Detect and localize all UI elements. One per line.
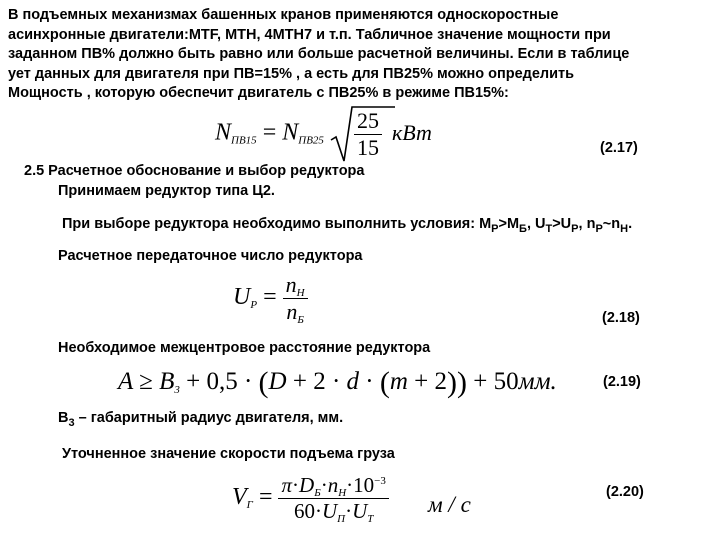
conditions-part-6: ~n	[602, 216, 621, 232]
conditions-sub-6: Н	[620, 223, 629, 235]
eq220-exponent: −3	[374, 475, 386, 487]
conditions-part-4: >U	[552, 216, 572, 232]
eq220-lhs-sub: Г	[246, 499, 253, 512]
eq217-sqrt-den: 15	[354, 134, 382, 161]
conditions-lead: При выборе редуктора необходимо выполнить условия: М	[62, 216, 492, 232]
eq218-den-n: n	[286, 299, 298, 324]
eq219-b: B	[159, 368, 175, 395]
eq217-lhs: N	[215, 119, 232, 146]
eq220-lhs: V	[232, 484, 247, 511]
equation-2-18	[233, 272, 308, 325]
eq220-n-sub: Н	[338, 487, 347, 499]
intro-paragraph	[8, 6, 720, 104]
conditions-text	[62, 216, 633, 235]
eq220-u1-sub: П	[337, 513, 346, 525]
eq220-dot-4: ·	[345, 499, 353, 523]
eq220-n: n	[327, 473, 339, 497]
eq219-paren-close: ))	[447, 366, 468, 399]
eq217-number: (2.17)	[600, 140, 638, 156]
eq219-paren-open: (	[258, 366, 269, 399]
eq220-equals: =	[258, 484, 273, 511]
equation-2-19	[118, 366, 557, 400]
eq220-dot-2: ·	[320, 473, 328, 497]
eq219-d-lower: d	[346, 368, 360, 395]
eq219-a: A	[118, 368, 133, 395]
eq219-ge: ≥	[139, 368, 153, 395]
eq219-m: m	[389, 368, 408, 395]
ratio-label: Расчетное передаточное число редуктора	[58, 248, 363, 264]
conditions-sub-4: Р	[571, 223, 579, 235]
eq218-lhs-sub: Р	[250, 299, 258, 312]
eq219-plus-two-b: + 2	[414, 368, 448, 395]
eq220-pi: π	[281, 473, 293, 497]
eq217-sqrt-num: 25	[357, 108, 379, 133]
eq220-number: (2.20)	[606, 484, 644, 500]
eq220-ten: ·10	[346, 473, 375, 497]
conditions-sub-5: Р	[595, 223, 603, 235]
intro-line-5: Мощность , которую обеспечит двигатель с ПВ25% в режиме ПВ15%:	[8, 85, 509, 102]
eq220-u2: U	[352, 499, 368, 523]
eq219-unit: мм.	[518, 368, 557, 395]
eq217-equals: =	[262, 119, 277, 146]
conditions-end: .	[628, 216, 633, 232]
eq218-equals: =	[263, 284, 277, 311]
eq219-b-sub: 3	[174, 384, 180, 396]
eq218-den-sub: Б	[297, 314, 304, 326]
intro-line-2: асинхронные двигатели:MTF, MTH, 4MTH7 и т.п. Табличное значение мощности при	[8, 26, 611, 43]
intro-line-4: ует данных для двигателя при ПВ=15% , а есть для ПВ25% можно определить	[8, 65, 575, 82]
conditions-part-3: , U	[526, 216, 546, 232]
section-heading: 2.5 Расчетное обоснование и выбор редуктора	[24, 163, 365, 179]
b3-note-sub: 3	[68, 417, 75, 429]
eq217-unit: кВт	[392, 120, 432, 145]
eq219-paren-open-2: (	[379, 366, 390, 399]
eq220-u2-sub: Т	[367, 513, 374, 525]
b3-note-b: В	[58, 410, 69, 426]
eq217-fraction	[354, 108, 382, 161]
eq219-plus-fifty: + 50	[473, 368, 519, 395]
equation-2-20	[232, 473, 389, 524]
eq218-num-n: n	[285, 272, 297, 297]
conditions-sub-3: Т	[545, 223, 553, 235]
eq220-u1: U	[321, 499, 338, 523]
reducer-type-text: Принимаем редуктор типа Ц2.	[58, 183, 275, 199]
eq219-plus-two: + 2 ·	[292, 368, 341, 395]
conditions-sub-1: Р	[491, 223, 499, 235]
eq218-num-sub: Н	[296, 287, 305, 299]
conditions-part-2: >М	[498, 216, 520, 232]
eq220-sixty: 60·	[293, 499, 322, 523]
conditions-sub-2: Б	[519, 223, 527, 235]
eq220-fraction	[278, 473, 388, 524]
eq220-numerator	[278, 473, 388, 498]
eq220-unit: м / с	[428, 492, 471, 517]
eq220-dot-1: ·	[292, 473, 300, 497]
eq218-lhs: U	[233, 284, 251, 311]
eq217-sqrt-fraction	[354, 108, 382, 161]
intro-line-1: В подъемных механизмах башенных кранов применяются односкоростные	[8, 7, 559, 23]
eq218-num	[283, 272, 308, 298]
eq218-number: (2.18)	[602, 310, 640, 326]
eq220-d-sub: Б	[314, 487, 321, 499]
eq219-number: (2.19)	[603, 374, 641, 390]
b3-note	[58, 410, 344, 429]
eq218-den	[283, 298, 308, 325]
eq219-d-upper: D	[268, 368, 287, 395]
eq217-n: N	[282, 119, 299, 146]
eq219-dot: ·	[365, 368, 374, 395]
intro-line-3: заданном ПВ% должно быть равно или больше расчетной величины. Если в таблице	[8, 46, 630, 63]
eq220-d: D	[299, 473, 315, 497]
eq219-plus-half: + 0,5 ·	[186, 368, 253, 395]
b3-note-rest: – габаритный радиус двигателя, мм.	[74, 410, 344, 426]
speed-label: Уточненное значение скорости подъема груза	[62, 446, 395, 462]
conditions-part-5: , n	[578, 216, 596, 232]
center-distance-label: Необходимое межцентровое расстояние редуктора	[58, 340, 431, 356]
eq217-lhs-sub: ПВ15	[231, 134, 257, 147]
eq218-fraction	[283, 272, 308, 325]
eq217-n-sub: ПВ25	[298, 134, 324, 147]
eq220-denominator	[278, 498, 388, 524]
